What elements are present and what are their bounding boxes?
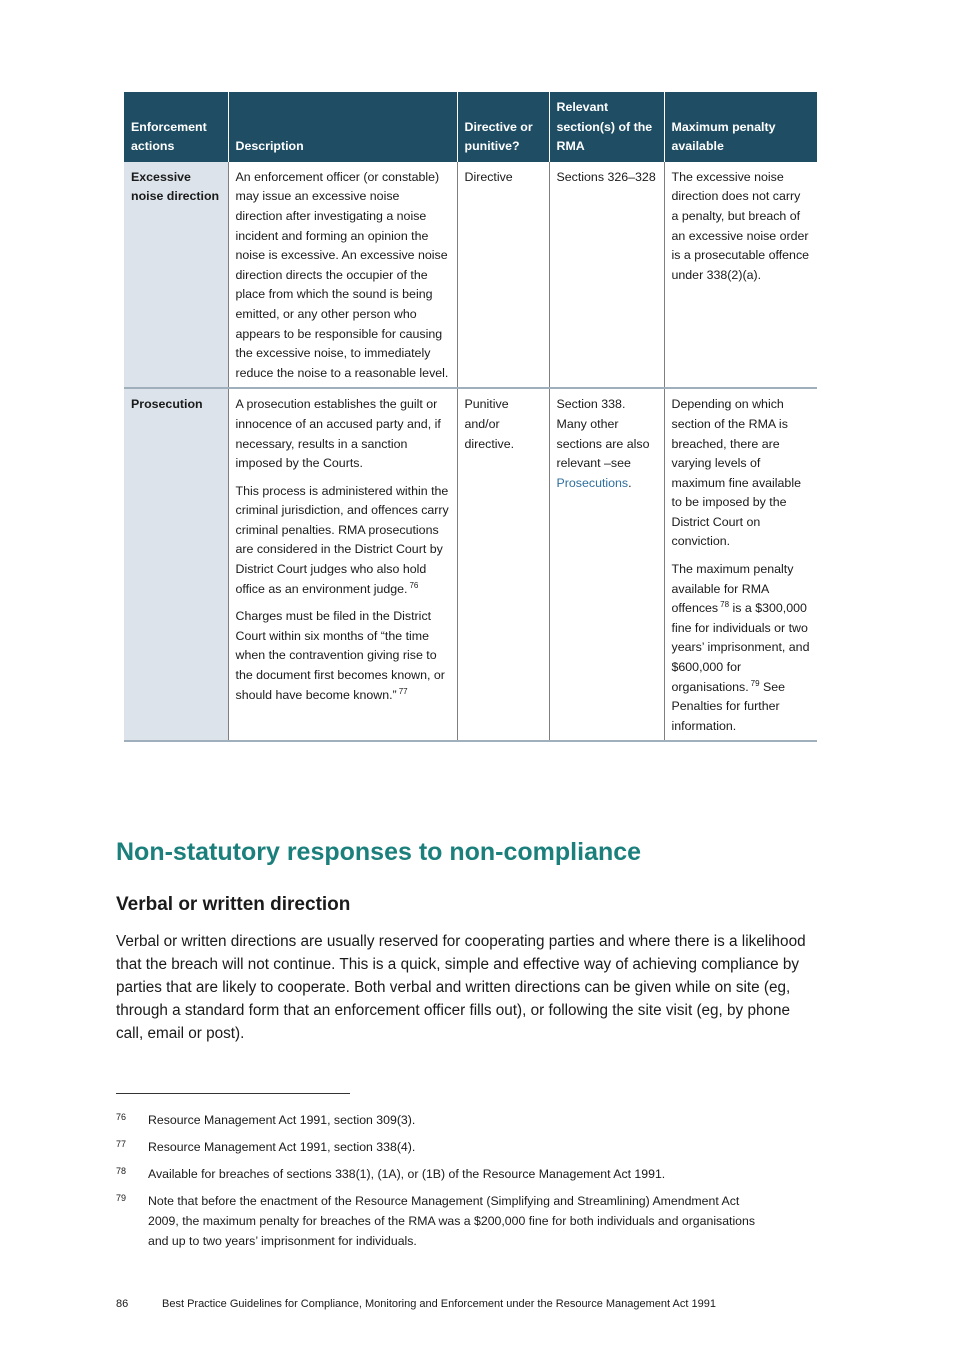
description-text: Charges must be filed in the District Court within six months of “the time when the contravention giving rise to the document first becomes known, or should have become known.” [235, 609, 445, 702]
footnote-ref-76[interactable]: 76 [409, 580, 419, 590]
enforcement-actions-table [124, 92, 817, 742]
footnote-number: 78 [116, 1166, 127, 1176]
penalty-text: The maximum penalty available for RMA offences [671, 562, 794, 616]
sections-cell [549, 388, 664, 741]
footnote-item [116, 1110, 756, 1130]
description-paragraph [236, 607, 450, 705]
footnote-text: Note that before the enactment of the Resource Management (Simplifying and Streamlining) Amendment Act 2009, the maximum penalty for breaches of the RMA was a $200,000 fine for both individuals and organisations and up to two years’ imprisonment for individuals. [148, 1194, 756, 1248]
penalty-paragraph: The excessive noise direction does not carry a penalty, but breach of an excessive noise order is a prosecutable offence under 338(2)(a). [671, 169, 810, 282]
action-cell: Prosecution [124, 388, 228, 741]
page-footer [116, 1298, 716, 1310]
footnote-number: 76 [116, 1112, 127, 1122]
footnote-ref-77[interactable]: 77 [398, 686, 408, 696]
description-cell [228, 388, 457, 741]
table-header-row [124, 92, 817, 162]
footnote-item [116, 1137, 756, 1157]
description-cell [228, 162, 457, 389]
penalty-text: is a $300,000 fine for individuals or two years’ imprisonment, and $600,000 for organisations. [671, 601, 810, 694]
header-relevant-sections: Relevant section(s) of the RMA [549, 92, 664, 162]
description-paragraph: A prosecution establishes the guilt or innocence of an accused party and, if necessary, results in a sanction imposed by the Courts. [235, 397, 441, 471]
footnote-divider [116, 1093, 350, 1094]
body-paragraph: Verbal or written directions are usually reserved for cooperating parties and where there is a likelihood that the breach will not continue. This is a quick, simple and effective way of achieving compliance by parties that are likely to cooperate. Both verbal and written directions can be given while on site (eg, through a standard form that an enforcement officer fills out), or following the site visit (eg, by phone call, email or post). [116, 933, 806, 1042]
header-directive-or-punitive: Directive or punitive? [457, 92, 549, 162]
penalty-text: See Penalties for further information. [671, 679, 786, 733]
footnote-ref-78[interactable]: 78 [720, 600, 730, 610]
footnotes [116, 1110, 756, 1258]
header-maximum-penalty: Maximum penalty available [664, 92, 817, 162]
footnote-text: Available for breaches of sections 338(1), (1A), or (1B) of the Resource Management Act 1991. [148, 1167, 666, 1181]
action-cell: Excessive noise direction [124, 162, 228, 389]
penalty-paragraph: Depending on which section of the RMA is breached, there are varying levels of maximum fine available to be imposed by the District Court on conviction. [671, 397, 801, 549]
subsection-heading: Verbal or written direction [116, 894, 351, 915]
penalty-cell [664, 162, 817, 389]
header-description: Description [228, 92, 457, 162]
type-cell: Punitive and/or directive. [457, 388, 549, 741]
sections-cell: Sections 326–328 [549, 162, 664, 389]
description-paragraph: An enforcement officer (or constable) may issue an excessive noise direction after investigating a noise incident and forming an opinion the noise is excessive. An excessive noise direction directs the occupier of the place from which the sound is being emitted, or any other person who appears to be responsible for causing the excessive noise, to immediately reduce the noise to a reasonable level. [235, 169, 449, 380]
sections-text: Section 338. Many other sections are also relevant –see [556, 397, 650, 471]
footnote-ref-79[interactable]: 79 [750, 678, 760, 688]
section-heading: Non-statutory responses to non-compliance [116, 838, 642, 866]
footnote-item [116, 1191, 756, 1251]
prosecutions-link[interactable]: Prosecutions [556, 475, 629, 490]
penalty-cell [664, 388, 817, 741]
footnote-text: Resource Management Act 1991, section 309(3). [148, 1113, 416, 1127]
penalty-paragraph [672, 560, 811, 736]
footnote-text: Resource Management Act 1991, section 338(4). [148, 1140, 416, 1154]
document-title: Best Practice Guidelines for Compliance, Monitoring and Enforcement under the Resource Management Act 1991 [162, 1298, 716, 1310]
description-text: This process is administered within the criminal jurisdiction, and offences carry criminal penalties. RMA prosecutions are considered in the District Court by District Court judges who also hold office as an environment judge. [235, 483, 449, 596]
footnote-number: 77 [116, 1139, 127, 1149]
footnote-item [116, 1164, 756, 1184]
table-row [124, 388, 817, 741]
header-enforcement-actions: Enforcement actions [124, 92, 228, 162]
table-row [124, 162, 817, 389]
page-number: 86 [116, 1298, 129, 1310]
sections-end: . [628, 475, 632, 490]
description-paragraph [236, 482, 450, 600]
type-cell: Directive [457, 162, 549, 389]
footnote-number: 79 [116, 1193, 127, 1203]
